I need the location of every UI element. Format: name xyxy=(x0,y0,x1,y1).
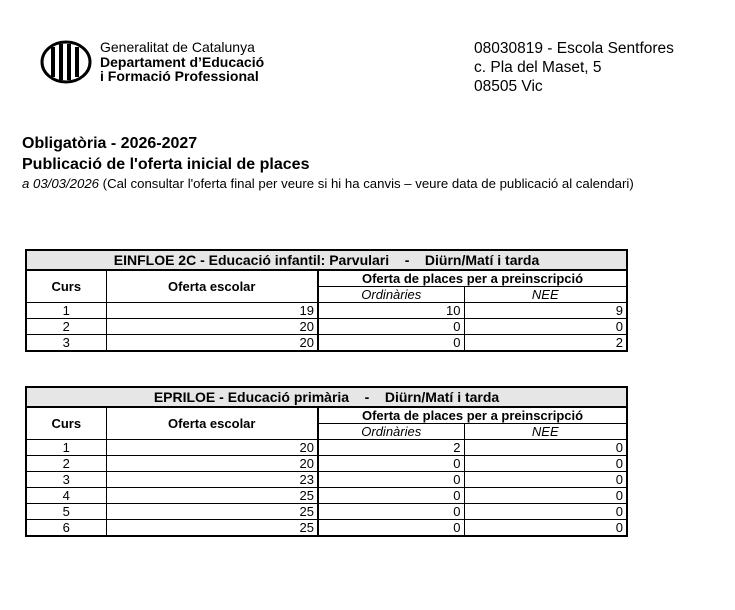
page-title: Obligatòria - 2026-2027 xyxy=(22,135,198,152)
cell-ordinaries: 0 xyxy=(318,504,464,520)
org-line-2: Departament d’Educació xyxy=(100,53,265,70)
page-subtitle: Publicació de l'oferta inicial de places xyxy=(22,156,310,173)
cell-ordinaries: 2 xyxy=(318,440,464,456)
column-header-oferta-places: Oferta de places per a preinscripció xyxy=(318,407,627,424)
cell-ordinaries: 0 xyxy=(318,488,464,504)
column-header-curs: Curs xyxy=(26,270,106,303)
cell-oferta: 23 xyxy=(106,472,318,488)
cell-oferta: 20 xyxy=(106,319,318,335)
cell-nee: 9 xyxy=(464,303,627,319)
school-line-1: 08030819 - Escola Sentfores xyxy=(474,40,674,57)
cell-ordinaries: 0 xyxy=(318,335,464,352)
cell-ordinaries: 0 xyxy=(318,456,464,472)
cell-curs: 3 xyxy=(26,335,106,352)
cell-ordinaries: 0 xyxy=(318,520,464,537)
cell-oferta: 25 xyxy=(106,520,318,537)
school-address xyxy=(474,39,674,96)
organization-name xyxy=(100,40,264,84)
cell-nee: 0 xyxy=(464,456,627,472)
cell-curs: 2 xyxy=(26,456,106,472)
publication-note xyxy=(22,175,634,192)
cell-oferta: 25 xyxy=(106,488,318,504)
cell-nee: 0 xyxy=(464,472,627,488)
cell-nee: 0 xyxy=(464,319,627,335)
table-row xyxy=(26,335,627,352)
table-title: EPRILOE - Educació primària - Diürn/Matí i tarda xyxy=(26,387,627,407)
cell-ordinaries: 0 xyxy=(318,319,464,335)
table-row xyxy=(26,504,627,520)
school-line-3: 08505 Vic xyxy=(474,78,543,95)
table-row xyxy=(26,488,627,504)
offer-table-primaria xyxy=(25,386,628,537)
offer-table-infantil xyxy=(25,249,628,352)
publication-date: a 03/03/2026 xyxy=(22,176,100,191)
column-header-curs: Curs xyxy=(26,407,106,440)
cell-curs: 3 xyxy=(26,472,106,488)
cell-ordinaries: 10 xyxy=(318,303,464,319)
cell-curs: 4 xyxy=(26,488,106,504)
column-header-oferta-places: Oferta de places per a preinscripció xyxy=(318,270,627,287)
column-header-oferta-escolar: Oferta escolar xyxy=(106,270,318,303)
cell-nee: 2 xyxy=(464,335,627,352)
column-header-oferta-escolar: Oferta escolar xyxy=(106,407,318,440)
cell-nee: 0 xyxy=(464,520,627,537)
cell-ordinaries: 0 xyxy=(318,472,464,488)
cell-oferta: 19 xyxy=(106,303,318,319)
column-header-ordinaries: Ordinàries xyxy=(318,287,464,303)
org-line-3: i Formació Professional xyxy=(100,68,259,84)
cell-oferta: 25 xyxy=(106,504,318,520)
cell-oferta: 20 xyxy=(106,440,318,456)
generalitat-logo-icon xyxy=(40,40,92,84)
publication-note-text: (Cal consultar l'oferta final per veure si hi ha canvis – veure data de publicació al calendari) xyxy=(99,176,634,191)
document-titles xyxy=(22,133,634,192)
column-header-ordinaries: Ordinàries xyxy=(318,424,464,440)
cell-curs: 5 xyxy=(26,504,106,520)
org-line-1: Generalitat de Catalunya xyxy=(100,39,255,55)
school-line-2: c. Pla del Maset, 5 xyxy=(474,59,602,76)
table-title: EINFLOE 2C - Educació infantil: Parvulari - Diürn/Matí i tarda xyxy=(26,250,627,270)
cell-oferta: 20 xyxy=(106,456,318,472)
table-row xyxy=(26,319,627,335)
cell-curs: 2 xyxy=(26,319,106,335)
cell-oferta: 20 xyxy=(106,335,318,352)
cell-curs: 1 xyxy=(26,440,106,456)
table-row xyxy=(26,456,627,472)
column-header-nee: NEE xyxy=(464,287,627,303)
cell-nee: 0 xyxy=(464,440,627,456)
table-row xyxy=(26,472,627,488)
table-row xyxy=(26,440,627,456)
cell-curs: 1 xyxy=(26,303,106,319)
table-row xyxy=(26,303,627,319)
cell-nee: 0 xyxy=(464,488,627,504)
column-header-nee: NEE xyxy=(464,424,627,440)
table-row xyxy=(26,520,627,537)
cell-nee: 0 xyxy=(464,504,627,520)
cell-curs: 6 xyxy=(26,520,106,537)
